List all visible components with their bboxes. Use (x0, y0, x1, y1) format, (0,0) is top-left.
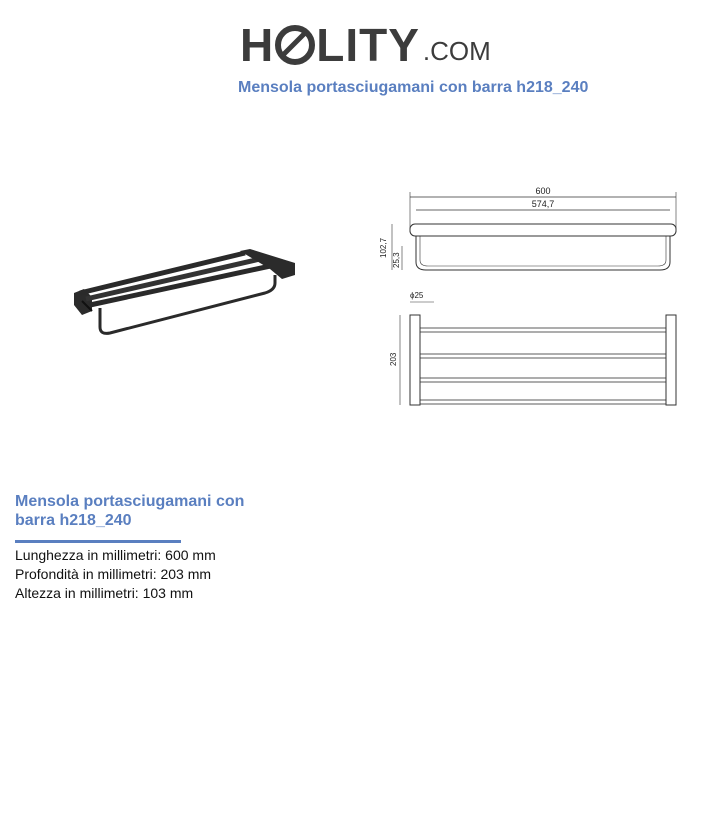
product-image (70, 245, 300, 340)
logo-wordmark (240, 19, 420, 71)
dim-depth: 203 (389, 352, 398, 366)
spec-height: Altezza in millimetri: 103 mm (15, 585, 194, 601)
brand-logo[interactable] (240, 18, 491, 71)
spec-length: Lunghezza in millimetri: 600 mm (15, 547, 216, 563)
product-specs (15, 546, 216, 603)
logo-letters-lity: LITY (316, 19, 420, 71)
logo-letter-h: H (240, 19, 275, 71)
logo-globe-icon (275, 25, 315, 65)
dim-total-length: 600 (535, 186, 551, 196)
spec-depth: Profondità in millimetri: 203 mm (15, 566, 212, 582)
page-title: Mensola portasciugamani con barra h218_240 (238, 79, 589, 96)
technical-drawing (370, 182, 690, 412)
dim-inner-length: 574,7 (531, 199, 555, 209)
dim-diameter: ϕ25 (410, 291, 424, 300)
product-title: Mensola portasciugamani con barra h218_240 (15, 493, 245, 529)
logo-domain: .COM (422, 36, 491, 66)
dim-bar-offset: 25,3 (392, 252, 401, 268)
dim-height: 102,7 (379, 237, 388, 258)
title-divider (15, 540, 181, 543)
